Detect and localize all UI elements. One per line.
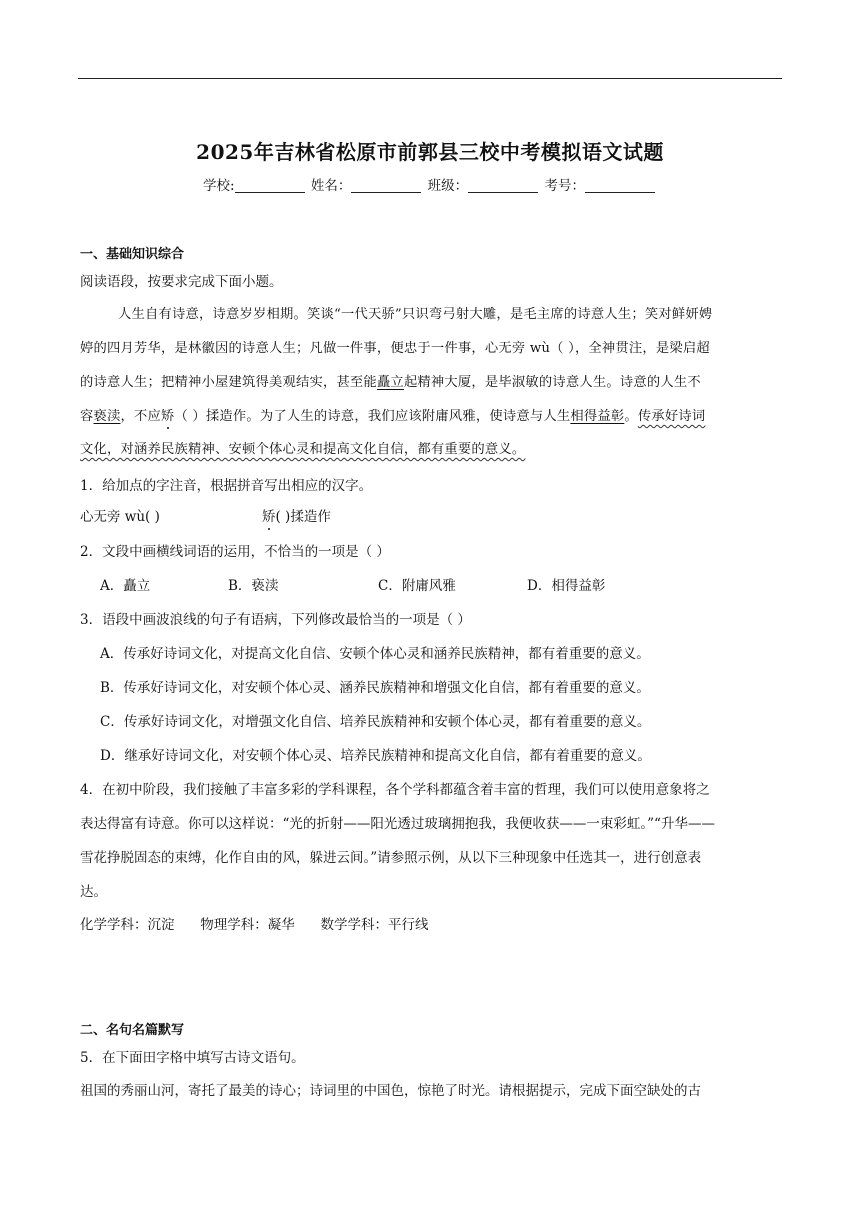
passage-line-1: 人生自有诗意，诗意岁岁相期。笑谈“一代天骄”只识弯弓射大雕，是毛主席的诗意人生；笑对鲜妍娉 [118,307,713,322]
question-4-line-2: 表达得富有诗意。你可以这样说：“光的折射——阳光透过玻璃拥抱我，我便收获——一束彩虹。”“升华—— [80,816,715,832]
q4-subjects: 化学学科：沉淀 物理学科：凝华 数学学科：平行线 [80,917,429,933]
q5-text: 祖国的秀丽山河，寄托了最美的诗心；诗词里的中国色，惊艳了时光。请根据提示，完成下面空缺处的古 [80,1083,701,1099]
question-4-line-3: 雪花挣脱固态的束缚，化作自由的风，躲进云间。”请参照示例，从以下三种现象中任选其一，进行创意表 [80,850,702,866]
section1-intro: 阅读语段，按要求完成下面小题。 [80,274,283,290]
exam-title: 2025年吉林省松原市前郭县三校中考模拟语文试题 [196,140,664,164]
header-rule [78,78,782,79]
q3-option-c[interactable]: C．传承好诗词文化，对增强文化自信、培养民族精神和安顿个体心灵，都有着重要的意义。 [100,714,651,730]
name-label: 姓名： [310,178,352,194]
q2-option-b[interactable]: B．亵渎 [228,578,279,594]
school-label: 学校: [203,178,235,194]
passage-line-4: 容亵渎，不应矫（ ）揉造作。为了人生的诗意，我们应该附庸风雅，使诗意与人生相得益彰。传承好诗词 [80,409,706,424]
passage-line-5 [80,438,782,457]
q1-answer-b[interactable]: 矫( )揉造作 [262,509,331,525]
class-blank[interactable] [468,178,538,193]
dotted-char-jiao: 矫 [161,409,175,424]
passage-line-3: 的诗意人生；把精神小屋建筑得美观结实，甚至能矗立起精神大厦，是毕淑敏的诗意人生。诗意的人生不 [80,375,701,390]
question-4-line-1: 4．在初中阶段，我们接触了丰富多彩的学科课程，各个学科都蕴含着丰富的哲理，我们可以使用意象将之 [80,782,710,798]
wavy-sentence-part2: 文化，对涵养民族精神、安顿个体心灵和提高文化自信，都有重要的意义。 [80,442,526,457]
q2-option-d[interactable]: D．相得益彰 [527,578,606,594]
q3-option-d[interactable]: D．继承好诗词文化，对安顿个体心灵、培养民族精神和提高文化自信，都有着重要的意义。 [100,748,651,764]
q2-option-a[interactable]: A．矗立 [100,578,151,594]
student-info-line [0,174,860,194]
q2-option-c[interactable]: C．附庸风雅 [378,578,456,594]
exam-no-label: 考号： [544,178,585,194]
passage-line-2: 婷的四月芳华，是林徽因的诗意人生；凡做一件事，便忠于一件事，心无旁 wù（ ），全神贯注，是梁启超 [80,341,710,356]
exam-no-blank[interactable] [585,178,655,193]
question-2: 2．文段中画横线词语的运用，不恰当的一项是（ ） [80,544,390,560]
q3-option-b[interactable]: B．传承好诗词文化，对安顿个体心灵、涵养民族精神和增强文化自信，都有着重要的意义。 [100,680,650,696]
q3-option-a[interactable]: A．传承好诗词文化，对提高文化自信、安顿个体心灵和涵养民族精神，都有着重要的意义。 [100,646,650,662]
question-3: 3．语段中画波浪线的句子有语病，下列修改最恰当的一项是（ ） [80,612,471,628]
question-5: 5．在下面田字格中填写古诗文语句。 [80,1050,305,1066]
question-1: 1．给加点的字注音，根据拼音写出相应的汉字。 [80,478,373,494]
underlined-word-xiedu: 亵渎 [93,409,121,424]
section1-heading: 一、基础知识综合 [80,247,185,262]
underlined-word-chuli: 矗立 [376,375,404,390]
question-4-line-4: 达。 [80,884,107,900]
class-label: 班级： [427,178,469,194]
wavy-sentence-part1: 传承好诗词 [637,409,706,424]
school-blank[interactable] [235,178,305,193]
name-blank[interactable] [351,178,421,193]
section2-heading: 二、名句名篇默写 [80,1023,185,1038]
q1-answer-a[interactable]: 心无旁 wù( ) [80,509,160,525]
underlined-word-xiangdeyizhang: 相得益彰 [570,409,625,424]
